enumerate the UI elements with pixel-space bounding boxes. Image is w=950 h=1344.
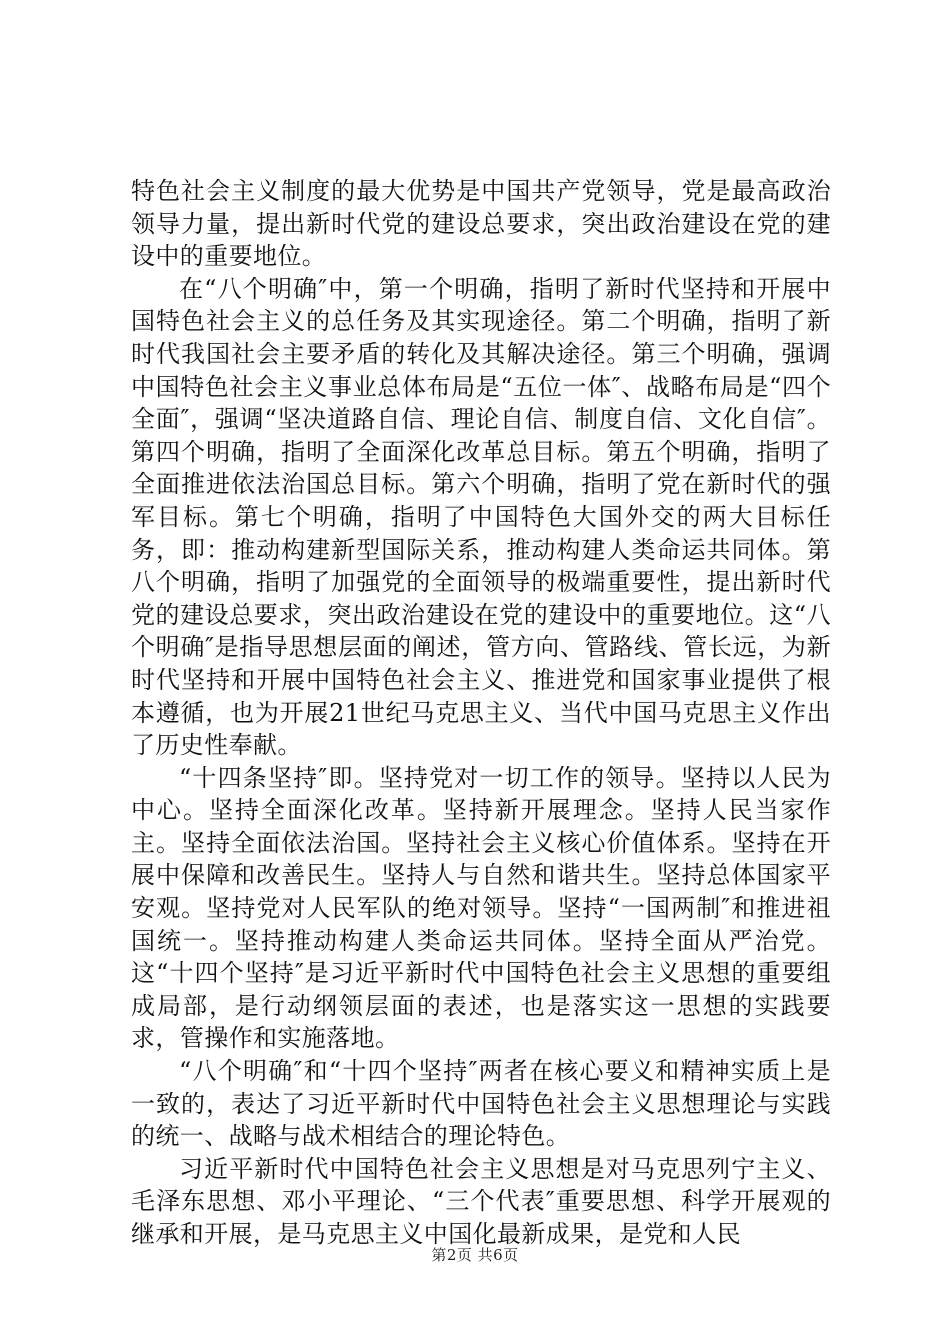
paragraph-eight-clarifications: 在“八个明确″中，第一个明确，指明了新时代坚持和开展中国特色社会主义的总任务及其实现途径。第二个明确，指明了新时代我国社会主要矛盾的转化及其解决途径。第三个明确，强调中国特色社会主义事业总体布局是“五位一体″、战略布局是“四个全面″，强调“坚决道路自信、理论自信、制度自信、文化自信″。第四个明确，指明了全面深化改革总目标。第五个明确，指明了全面推进依法治国总目标。第六个明确，指明了党在新时代的强军目标。第七个明确，指明了中国特色大国外交的两大目标任务，即：推动构建新型国际关系，推动构建人类命运共同体。第八个明确，指明了加强党的全面领导的极端重要性，提出新时代党的建设总要求，突出政治建设在党的建设中的重要地位。这“八个明确″是指导思想层面的阐述，管方向、管路线、管长远，为新时代坚持和开展中国特色社会主义、推进党和国家事业提供了根本遵循，也为开展21世纪马克思主义、当代中国马克思主义作出了历史性奉献。 bbox=[131, 274, 831, 760]
paragraph-thought-inheritance: 习近平新时代中国特色社会主义思想是对马克思列宁主义、毛泽东思想、邓小平理论、“三个代表″重要思想、科学开展观的继承和开展，是马克思主义中国化最新成果，是党和人民 bbox=[131, 1154, 831, 1248]
page-number-footer: 第2页 共6页 bbox=[431, 1246, 519, 1264]
paragraph-continuation: 特色社会主义制度的最大优势是中国共产党领导，党是最高政治领导力量，提出新时代党的建设总要求，突出政治建设在党的建设中的重要地位。 bbox=[131, 177, 831, 271]
paragraph-consistency: “八个明确″和“十四个坚持″两者在核心要义和精神实质上是一致的，表达了习近平新时代中国特色社会主义思想理论与实践的统一、战略与战术相结合的理论特色。 bbox=[131, 1057, 831, 1151]
document-body bbox=[131, 175, 831, 1251]
paragraph-fourteen-adherences: “十四条坚持″即。坚持党对一切工作的领导。坚持以人民为中心。坚持全面深化改革。坚持新开展理念。坚持人民当家作主。坚持全面依法治国。坚持社会主义核心价值体系。坚持在开展中保障和改善民生。坚持人与自然和谐共生。坚持总体国家平安观。坚持党对人民军队的绝对领导。坚持“一国两制″和推进祖国统一。坚持推动构建人类命运共同体。坚持全面从严治党。这“十四个坚持″是习近平新时代中国特色社会主义思想的重要组成局部，是行动纲领层面的表述，也是落实这一思想的实践要求，管操作和实施落地。 bbox=[131, 763, 831, 1053]
